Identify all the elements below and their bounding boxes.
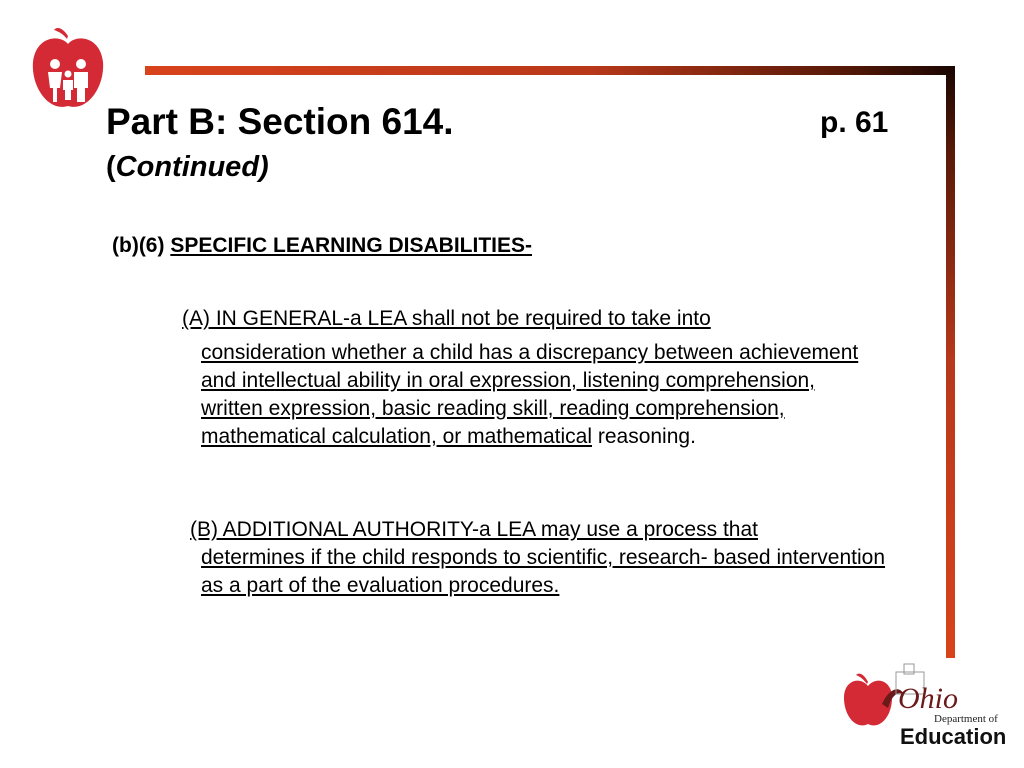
heading-title: SPECIFIC LEARNING DISABILITIES- (170, 234, 533, 257)
paragraph-a-underlined: consideration whether a child has a discrepancy between achievement and intellectual ability in oral expression, listening comprehension, written expression, basic reading skill, reading comprehension, mathematical calculation, or mathematical (201, 341, 859, 448)
paragraph-b-body: determines if the child responds to scientific, research- based intervention as a part of the evaluation procedures. (201, 546, 886, 597)
slide-subtitle (106, 148, 269, 186)
apple-family-logo-icon (30, 26, 106, 112)
paragraph-a-plain: reasoning. (592, 425, 696, 448)
subtitle-paren: ( (106, 151, 116, 183)
side-accent-bar (946, 66, 955, 658)
section-heading (112, 234, 532, 258)
ohio-department-logo-icon (842, 660, 1007, 750)
paragraph-a-body (182, 339, 882, 451)
subtitle-continued: Continued) (115, 151, 269, 183)
paragraph-a-first-line: (A) IN GENERAL-a LEA shall not be required to take into (182, 307, 711, 330)
paragraph-b-first-line: (B) ADDITIONAL AUTHORITY-a LEA may use a process that (190, 518, 758, 541)
logo-department-text: Department of (934, 713, 998, 725)
page-reference: p. 61 (820, 106, 889, 139)
paragraph-a (182, 305, 882, 451)
heading-prefix: (b)(6) (112, 234, 165, 257)
ohio-script-text: Ohio (898, 682, 958, 715)
logo-education-text: Education (900, 724, 1007, 749)
top-accent-bar (145, 66, 955, 75)
paragraph-b (190, 516, 910, 600)
slide-title: Part B: Section 614. (106, 101, 454, 142)
